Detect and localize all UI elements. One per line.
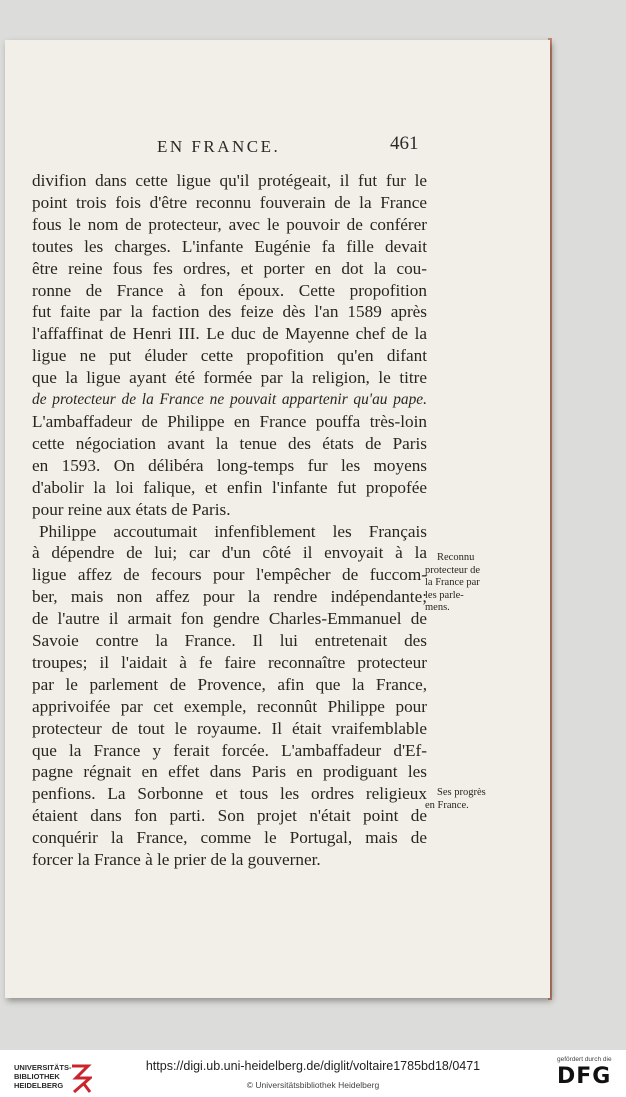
book-page <box>5 40 550 998</box>
margin-note-line: les parle- <box>425 589 464 601</box>
margin-note-line: la France par <box>425 577 480 589</box>
text-line: étaient dans fon parti. Son projet n'était point de <box>32 806 427 826</box>
text-line: cette négociation avant la tenue des états de Paris <box>32 433 427 453</box>
margin-note-reconnu <box>425 552 517 615</box>
text-line: être reine fous fes ordres, et porter en dot la cou- <box>32 258 427 278</box>
text-line: apprivoifée par cet exemple, reconnût Philippe pour <box>32 696 427 716</box>
page-number: 461 <box>390 133 419 154</box>
text-line: ligue ne put éluder cette propofition qu'en difant <box>32 346 427 366</box>
text-line: que la ligue ayant été formée par la religion, le titre <box>32 368 427 388</box>
running-head: EN FRANCE. <box>157 137 281 156</box>
margin-note-line: Ses progrès <box>437 787 486 798</box>
body-text <box>32 170 427 871</box>
text-line: de protecteur de la France ne pouvait appartenir qu'au pape. <box>32 391 427 409</box>
text-line: protecteur de tout le royaume. Il était vraifemblable <box>32 718 427 738</box>
margin-note-line: Reconnu <box>437 552 475 563</box>
text-line: troupes; il l'aidait à fe faire reconnaître protecteur <box>32 652 427 672</box>
text-line: Savoie contre la France. Il lui entretenait des <box>32 631 427 651</box>
text-line: ligue affez de fecours pour l'empêcher de fuccom- <box>32 565 427 585</box>
library-name-line: UNIVERSITÄTS- <box>14 1063 72 1072</box>
margin-note-line: mens. <box>425 602 450 614</box>
text-line: L'ambaffadeur de Philippe en France pouffa très-loin <box>32 411 427 431</box>
text-line: ronne de France à fon époux. Cette propofition <box>32 280 427 300</box>
library-name-line: HEIDELBERG <box>14 1080 64 1090</box>
text-line: penfions. La Sorbonne et tous les ordres religieux <box>32 784 427 804</box>
margin-note-line: protecteur de <box>425 564 481 576</box>
text-line: fous le nom de protecteur, avec le pouvoir de conférer <box>32 214 427 234</box>
viewer-footer <box>0 1050 626 1097</box>
margin-note-progres <box>407 787 487 812</box>
library-name-line: BIBLIOTHEK <box>14 1071 60 1081</box>
text-line: l'affaffinat de Henri III. Le duc de Mayenne chef de la <box>32 324 427 344</box>
text-line: que la France y ferait forcée. L'ambaffadeur d'Ef- <box>32 740 427 760</box>
text-line: Philippe accoutumait infenfiblement les Français <box>39 521 427 541</box>
copyright-notice: © Universitätsbibliothek Heidelberg <box>246 1080 380 1090</box>
text-line: d'abolir la loi falique, et enfin l'infante fut propofée <box>32 477 427 497</box>
permalink-url[interactable]: https://digi.ub.uni-heidelberg.de/diglit/voltaire1785bd18/0471 <box>145 1059 481 1073</box>
text-line: fut faite par la faction des feize dès l'an 1589 après <box>32 302 427 322</box>
margin-note-line: en France. <box>425 799 469 811</box>
dfg-logo[interactable]: DFG <box>557 1064 612 1089</box>
text-line: à dépendre de lui; car d'un côté il envoyait à la <box>32 543 427 563</box>
text-line: en 1593. On délibéra long-temps fur les moyens <box>32 455 427 475</box>
text-line: de l'autre il armait fon gendre Charles-Emmanuel de <box>32 609 427 629</box>
text-line: pour reine aux états de Paris. <box>32 499 231 519</box>
text-line: ber, mais non affez pour la rendre indépendante; <box>32 587 427 607</box>
text-line: point trois fois d'être reconnu fouverain de la France <box>32 192 427 212</box>
text-line: divifion dans cette ligue qu'il protégeait, il fut fur le <box>32 171 427 190</box>
text-line: conquérir la France, comme le Portugal, mais de <box>32 828 427 848</box>
page-header <box>5 133 550 163</box>
text-line: forcer la France à le prier de la gouverner. <box>32 850 321 870</box>
text-line: pagne régnait en effet dans Paris en prodiguant les <box>32 762 427 782</box>
funder-note: gefördert durch die <box>557 1056 612 1063</box>
text-line: toutes les charges. L'infante Eugénie fa fille devait <box>32 236 427 256</box>
text-line: par le parlement de Provence, afin que la France, <box>32 674 427 694</box>
